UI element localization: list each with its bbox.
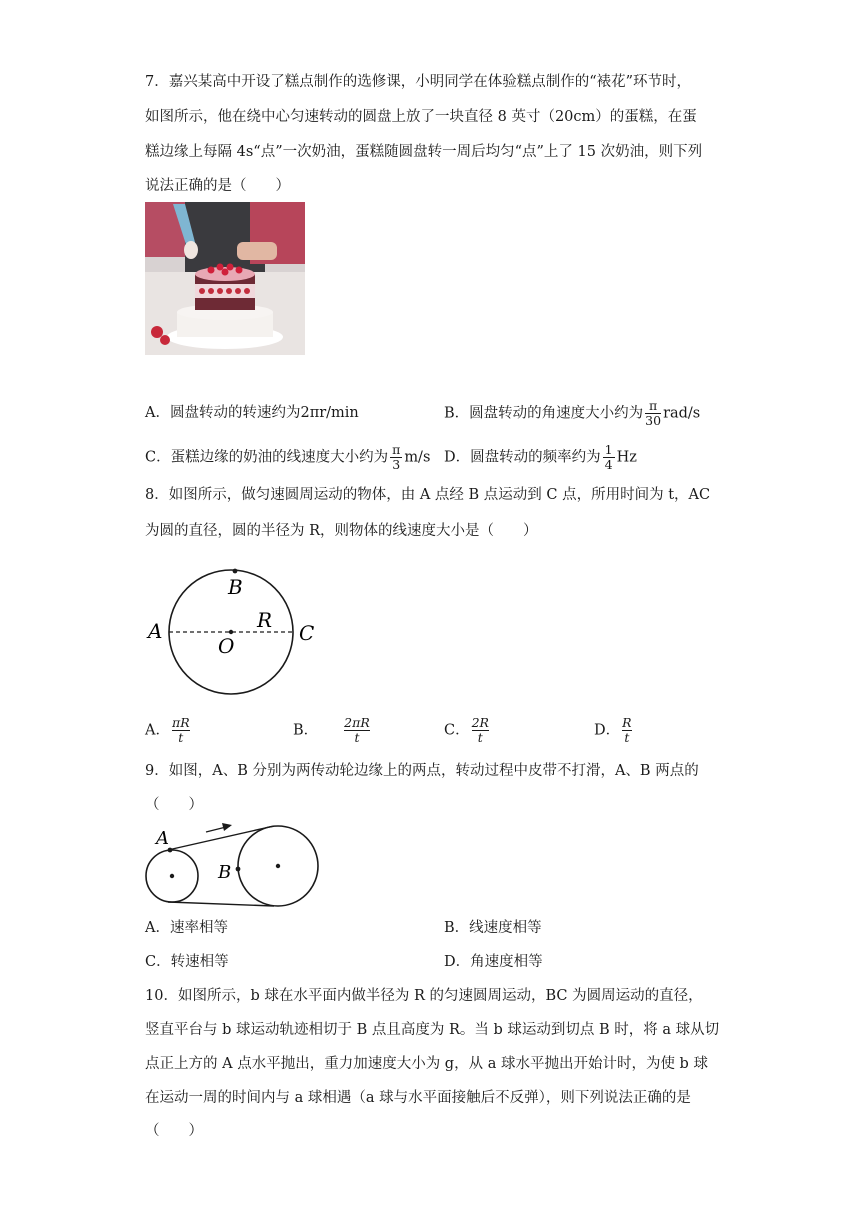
fraction-denominator: t [172,730,190,745]
q8-option-a-label: A． [145,722,170,739]
q8-option-a-fraction [172,716,190,745]
fraction-denominator: t [344,730,370,745]
q8-line-1: 8．如图所示，做匀速圆周运动的物体，由 A 点经 B 点运动到 C 点，所用时间为 t，AC [145,487,711,503]
q7-line-1: 7．嘉兴某高中开设了糕点制作的选修课，小明同学在体验糕点制作的“裱花”环节时， [145,74,692,90]
q10-line-4: 在运动一周的时间内与 a 球相遇（a 球与水平面接触后不反弹），则下列说法正确的是 [145,1090,691,1106]
fraction-numerator: R [622,715,632,730]
fraction-numerator: 1 [604,442,613,457]
label-b: B [218,862,232,883]
q9-line-2: （ ） [145,797,203,813]
q7-option-b-text: B．圆盘转动的角速度大小约为 [444,405,644,422]
label-b: B [228,575,243,599]
q7-option-b-fraction [645,399,661,428]
q10-line-2: 竖直平台与 b 球运动轨迹相切于 B 点且高度为 R。当 b 球运动到切点 B 时，将 a 球从切 [145,1022,720,1038]
fraction-numerator: πR [171,715,190,730]
label-a: A [156,828,169,849]
q8-option-d [594,716,634,745]
q7-option-c [145,443,430,472]
fraction-denominator: 3 [392,457,401,472]
q8-option-c-fraction [472,716,489,745]
q8-option-c-label: C． [444,722,470,739]
cake-photo [145,202,305,355]
q7-option-a: A．圆盘转动的转速约为2πr/min [145,405,359,421]
q10-line-5: （ ） [145,1123,203,1139]
q8-option-d-label: D． [594,722,621,739]
q7-option-c-text: C．蛋糕边缘的奶油的线速度大小约为 [145,449,389,466]
q9-line-1: 9．如图，A、B 分别为两传动轮边缘上的两点，转动过程中皮带不打滑，A、B 两点的 [145,763,699,779]
q9-pulley-figure [140,818,330,913]
q9-option-b: B．线速度相等 [444,920,542,936]
q7-option-d-unit: Hz [616,449,637,466]
q8-option-b [293,716,372,745]
fraction-denominator: 4 [604,457,613,472]
label-r: R [257,608,273,632]
q7-line-3: 糕边缘上每隔 4s“点”一次奶油，蛋糕随圆盘转一周后均匀“点”上了 15 次奶油，则下列 [145,144,703,160]
fraction-numerator: 2πR [344,715,370,730]
q7-line-4: 说法正确的是（ ） [145,178,290,194]
q7-option-c-unit: m/s [404,449,431,466]
fraction-numerator: 2R [471,715,489,730]
fraction-denominator: t [472,730,489,745]
q7-option-d [444,443,637,472]
q7-option-d-text: D．圆盘转动的频率约为 [444,449,601,466]
q9-option-d: D．角速度相等 [444,954,543,970]
q9-option-a: A．速率相等 [145,920,228,936]
q7-line-2: 如图所示，他在绕中心匀速转动的圆盘上放了一块直径 8 英寸（20cm）的蛋糕，在蛋 [145,109,697,125]
q8-option-a [145,716,192,745]
q8-option-b-fraction [344,716,370,745]
fraction-numerator: π [645,399,661,414]
label-o: O [218,634,235,658]
q8-circle-figure [140,560,330,710]
q8-option-b-label: B． [293,722,319,739]
fraction-denominator: 30 [645,413,662,428]
q8-option-c [444,716,491,745]
q7-option-d-fraction [603,443,615,472]
fraction-denominator: t [622,730,631,745]
label-a: A [148,619,163,643]
fraction-numerator: π [392,442,401,457]
q7-option-b-unit: rad/s [663,405,701,422]
q7-option-b [444,399,700,428]
q9-option-c: C．转速相等 [145,954,229,970]
label-c: C [299,621,315,645]
q10-line-3: 点正上方的 A 点水平抛出，重力加速度大小为 g，从 a 球水平抛出开始计时，为使 b 球 [145,1056,708,1072]
q8-option-d-fraction [622,716,631,745]
q10-line-1: 10．如图所示，b 球在水平面内做半径为 R 的匀速圆周运动，BC 为圆周运动的直径， [145,988,703,1004]
q7-option-c-fraction [390,443,402,472]
q8-line-2: 为圆的直径，圆的半径为 R，则物体的线速度大小是（ ） [145,523,538,539]
